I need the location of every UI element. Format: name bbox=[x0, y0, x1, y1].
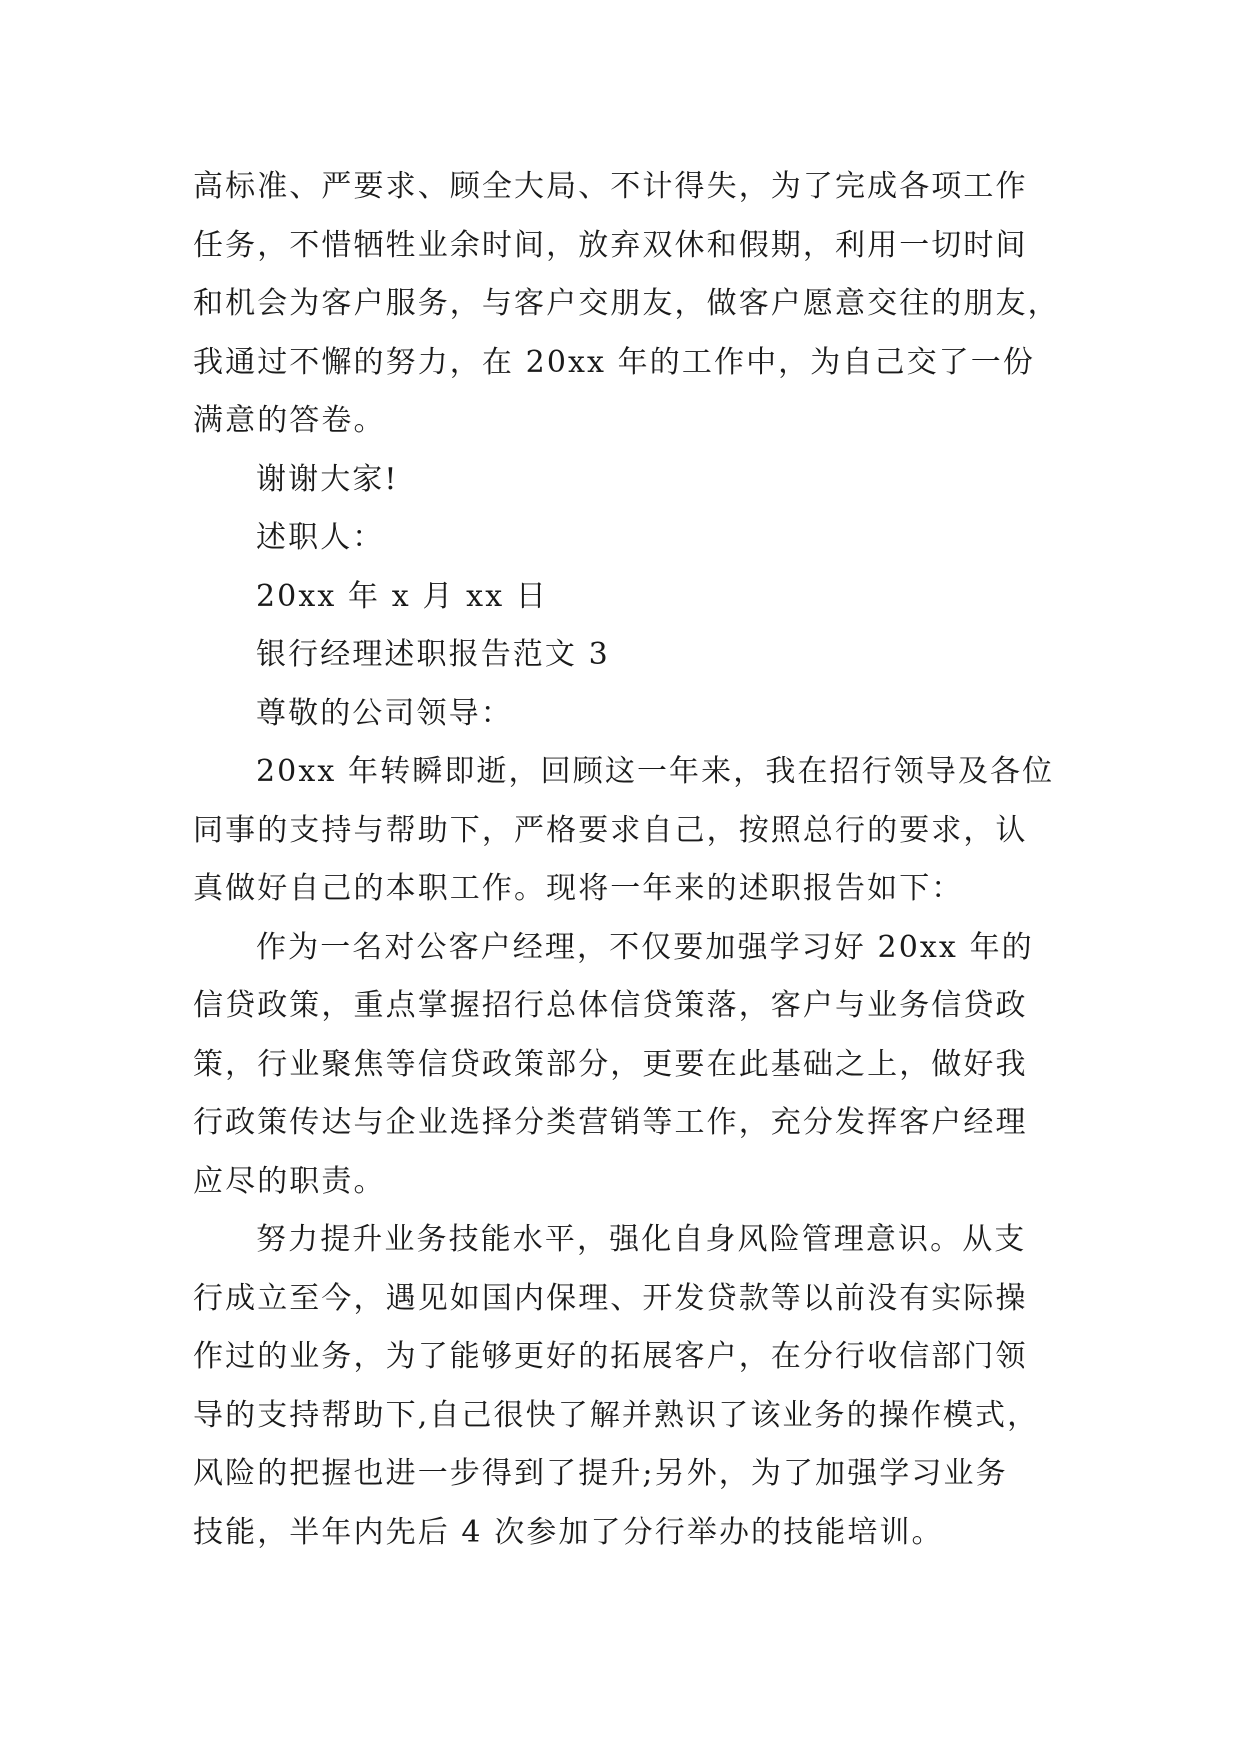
text-line: 高标准、严要求、顾全大局、不计得失，为了完成各项工作 bbox=[193, 169, 1028, 204]
text-line: 作过的业务，为了能够更好的拓展客户，在分行收信部门领 bbox=[193, 1339, 1028, 1374]
text-line: 满意的答卷。 bbox=[193, 403, 386, 438]
text-line: 谢谢大家! bbox=[256, 461, 399, 497]
text-line: 作为一名对公客户经理，不仅要加强学习好 20xx 年的 bbox=[256, 929, 1034, 965]
text-line: 我通过不懈的努力，在 20xx 年的工作中，为自己交了一份 bbox=[193, 344, 1035, 380]
text-line: 和机会为客户服务，与客户交朋友，做客户愿意交往的朋友， bbox=[193, 286, 1060, 321]
text-line: 导的支持帮助下,自己很快了解并熟识了该业务的操作模式， bbox=[193, 1397, 1040, 1433]
text-line: 真做好自己的本职工作。现将一年来的述职报告如下： bbox=[193, 871, 964, 906]
text-line: 任务，不惜牺牲业余时间，放弃双休和假期，利用一切时间 bbox=[193, 227, 1028, 263]
text-line: 技能，半年内先后 4 次参加了分行举办的技能培训。 bbox=[193, 1514, 944, 1550]
text-line: 银行经理述职报告范文 3 bbox=[256, 637, 610, 672]
text-line: 尊敬的公司领导： bbox=[256, 695, 513, 731]
text-line: 20xx 年转瞬即逝，回顾这一年来，我在招行领导及各位 bbox=[256, 754, 1055, 789]
text-line: 努力提升业务技能水平，强化自身风险管理意识。从支 bbox=[256, 1222, 1027, 1257]
text-line: 策，行业聚焦等信贷政策部分，更要在此基础之上，做好我 bbox=[193, 1046, 1028, 1082]
text-line: 20xx 年 x 月 xx 日 bbox=[256, 578, 548, 614]
document-body bbox=[193, 158, 1060, 1562]
text-line: 行成立至今，遇见如国内保理、开发贷款等以前没有实际操 bbox=[193, 1280, 1028, 1316]
text-line: 同事的支持与帮助下，严格要求自己，按照总行的要求，认 bbox=[193, 812, 1028, 848]
text-line: 述职人： bbox=[256, 520, 385, 555]
text-line: 信贷政策，重点掌握招行总体信贷策落，客户与业务信贷政 bbox=[193, 988, 1028, 1023]
text-line: 应尽的职责。 bbox=[193, 1163, 386, 1199]
text-line: 风险的把握也进一步得到了提升;另外，为了加强学习业务 bbox=[193, 1456, 1008, 1491]
text-line: 行政策传达与企业选择分类营销等工作，充分发挥客户经理 bbox=[193, 1105, 1028, 1140]
